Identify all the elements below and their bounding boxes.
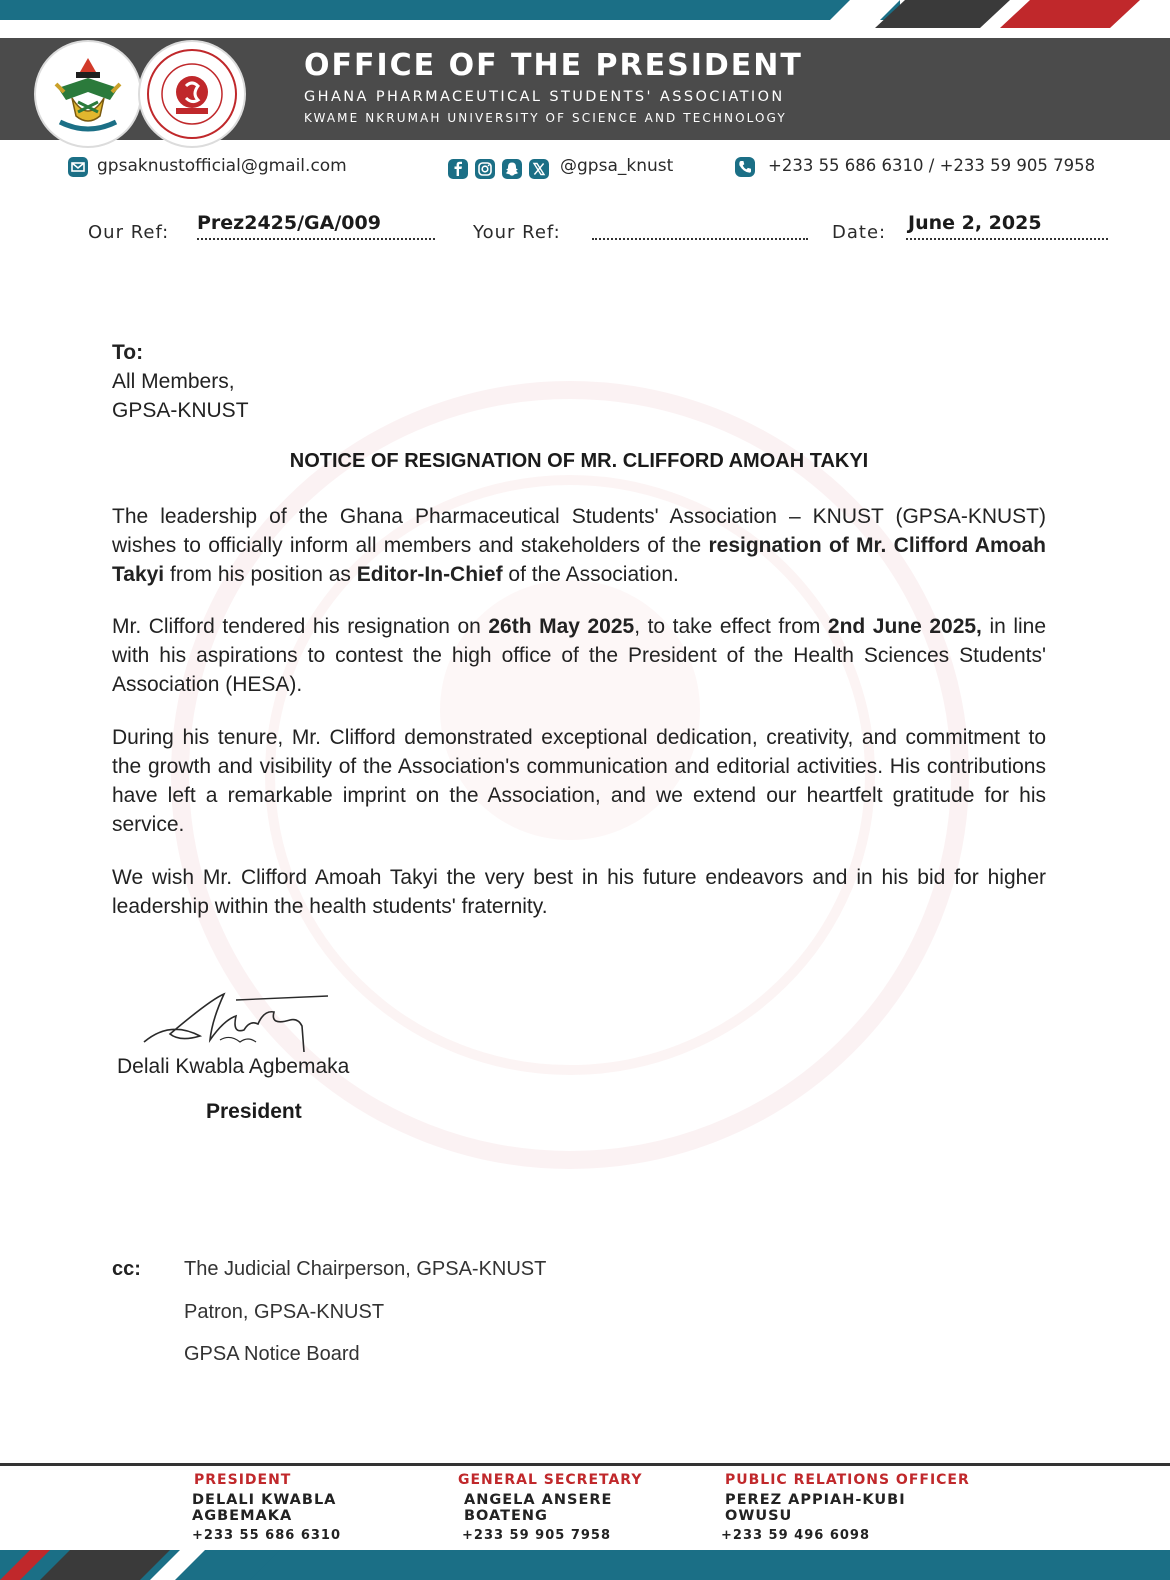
p1-bold-resignation: resignation of Mr. Clifford Amoah Takyi bbox=[112, 534, 1046, 586]
notice-title: NOTICE OF RESIGNATION OF MR. CLIFFORD AMOAH TAKYI bbox=[289, 450, 869, 472]
p1-text-a: The leadership of the Ghana Pharmaceutical Students' Association – KNUST (GPSA-KNUST) wishes to officially inform all members and stakeholders of the bbox=[112, 505, 1046, 557]
date-label: Date: bbox=[832, 222, 887, 243]
to-recipient: All Members, bbox=[112, 370, 235, 393]
cc-item: The Judicial Chairperson, GPSA-KNUST bbox=[184, 1258, 547, 1280]
footer-name-line: DELALI KWABLA bbox=[192, 1492, 337, 1508]
phone-icon bbox=[735, 157, 755, 177]
p2-bold-effective-date: 2nd June 2025, bbox=[827, 615, 982, 638]
p2-text-a: Mr. Clifford tendered his resignation on bbox=[112, 615, 489, 638]
p1-text-e: of the Association. bbox=[502, 563, 679, 586]
footer-phone-pro[interactable]: +233 59 496 6098 bbox=[721, 1528, 871, 1543]
footer-phone-gen-sec[interactable]: +233 59 905 7958 bbox=[462, 1528, 612, 1543]
footer-name-president bbox=[192, 1492, 336, 1524]
cc-item: GPSA Notice Board bbox=[184, 1343, 360, 1365]
our-ref-dotted-line bbox=[197, 238, 435, 240]
cc-item: Patron, GPSA-KNUST bbox=[184, 1301, 385, 1323]
snapchat-icon[interactable] bbox=[502, 159, 522, 179]
email-icon bbox=[68, 157, 88, 177]
p2-bold-tender-date: 26th May 2025 bbox=[488, 615, 635, 638]
contact-email[interactable]: gpsaknustofficial@gmail.com bbox=[97, 156, 347, 176]
addressee-block bbox=[112, 338, 512, 425]
cc-label: cc: bbox=[112, 1258, 141, 1280]
your-ref-dotted-line bbox=[592, 238, 808, 240]
our-ref-value: Prez2425/GA/009 bbox=[197, 212, 381, 234]
footer-name-line: AGBEMAKA bbox=[192, 1508, 293, 1524]
knust-crest-logo bbox=[36, 42, 140, 146]
contact-social-handle[interactable]: @gpsa_knust bbox=[560, 156, 674, 176]
p1-bold-position: Editor-In-Chief bbox=[356, 563, 503, 586]
p2-text-e: in line with his aspirations to contest the high office of the President of the Health Sciences Students' Association (HESA). bbox=[112, 615, 1047, 696]
date-value: June 2, 2025 bbox=[908, 212, 1042, 234]
footer-divider bbox=[0, 1463, 1170, 1466]
date-dotted-line bbox=[906, 238, 1108, 240]
bottom-corner-stripes bbox=[0, 1550, 1170, 1580]
your-ref-label: Your Ref: bbox=[473, 222, 561, 243]
footer-role-pro: PUBLIC RELATIONS OFFICER bbox=[725, 1472, 970, 1488]
signer-name: Delali Kwabla Agbemaka bbox=[117, 1055, 350, 1078]
office-title: OFFICE OF THE PRESIDENT bbox=[304, 48, 803, 83]
paragraph-dates bbox=[112, 612, 1046, 699]
footer-role-president: PRESIDENT bbox=[194, 1472, 292, 1488]
facebook-icon[interactable] bbox=[448, 159, 468, 179]
p1-text-c: from his position as bbox=[164, 563, 357, 586]
university-name: KWAME NKRUMAH UNIVERSITY OF SCIENCE AND TECHNOLOGY bbox=[304, 111, 787, 125]
handwritten-signature bbox=[140, 990, 340, 1060]
p2-text-c: , to take effect from bbox=[634, 615, 828, 638]
footer-name-line: OWUSU bbox=[725, 1508, 793, 1524]
to-label: To: bbox=[112, 341, 144, 364]
gpsa-seal-logo bbox=[140, 42, 244, 146]
paragraph-wishes: We wish Mr. Clifford Amoah Takyi the very best in his future endeavors and in his bid for higher leadership within the health students' fraternity. bbox=[112, 866, 1046, 918]
paragraph-tenure: During his tenure, Mr. Clifford demonstrated exceptional dedication, creativity, and commitment to the growth and visibility of the Association's communication and editorial activities. His contributions have left a remarkable imprint on the Association, and we extend our heartfelt gratitude for his service. bbox=[112, 726, 1046, 836]
footer-phone-president[interactable]: +233 55 686 6310 bbox=[192, 1528, 342, 1543]
footer-name-pro bbox=[725, 1492, 906, 1524]
our-ref-label: Our Ref: bbox=[88, 222, 170, 243]
instagram-icon[interactable] bbox=[475, 159, 495, 179]
footer-name-line: BOATENG bbox=[464, 1508, 548, 1524]
top-corner-stripes bbox=[0, 0, 1170, 28]
footer-name-line: PEREZ APPIAH-KUBI bbox=[725, 1492, 906, 1508]
to-organization: GPSA-KNUST bbox=[112, 399, 249, 422]
footer-name-line: ANGELA ANSERE bbox=[464, 1492, 613, 1508]
association-name: GHANA PHARMACEUTICAL STUDENTS' ASSOCIATION bbox=[304, 89, 785, 105]
paragraph-announcement bbox=[112, 502, 1046, 589]
footer-name-gen-sec bbox=[464, 1492, 612, 1524]
contact-phones[interactable]: +233 55 686 6310 / +233 59 905 7958 bbox=[768, 156, 1096, 175]
x-icon[interactable] bbox=[529, 159, 549, 179]
footer-role-gen-sec: GENERAL SECRETARY bbox=[458, 1472, 643, 1488]
signer-title: President bbox=[206, 1100, 302, 1123]
